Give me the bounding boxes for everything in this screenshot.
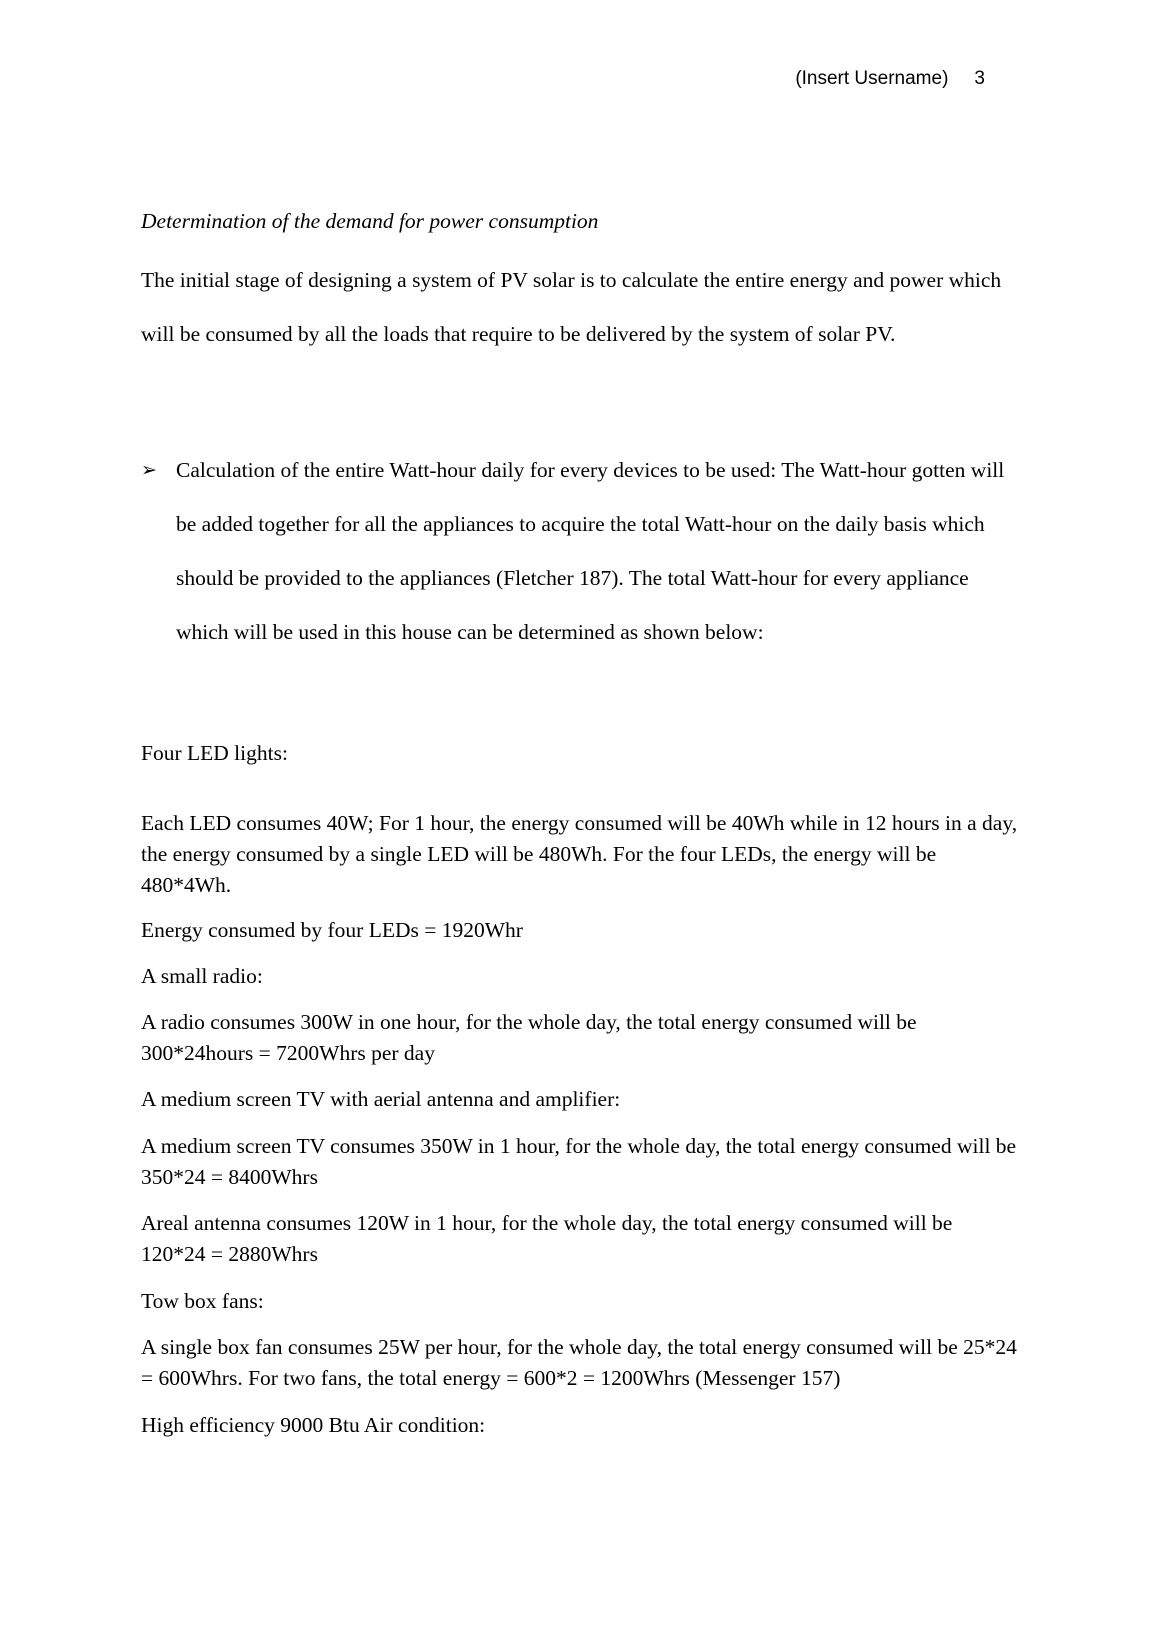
page-header [795, 68, 985, 90]
fans-title: Tow box fans: [141, 1289, 264, 1313]
led-total: Energy consumed by four LEDs = 1920Whr [141, 918, 523, 942]
section-heading: Determination of the demand for power consumption [141, 209, 599, 233]
antenna-description: Areal antenna consumes 120W in 1 hour, for the whole day, the total energy consumed will be 120*24 = 2880Whrs [141, 1211, 953, 1266]
fans-description: A single box fan consumes 25W per hour, for the whole day, the total energy consumed will be 25*24 = 600Whrs. For two fans, the total energy = 600*2 = 1200Whrs (Messenger 157) [141, 1335, 1017, 1390]
intro-paragraph: The initial stage of designing a system of PV solar is to calculate the entire energy and power which will be consumed by all the loads that require to be delivered by the system of solar PV. [141, 268, 1002, 346]
tv-title: A medium screen TV with aerial antenna and amplifier: [141, 1087, 621, 1111]
page-number: 3 [974, 68, 985, 89]
tv-description: A medium screen TV consumes 350W in 1 hour, for the whole day, the total energy consumed will be 350*24 = 8400Whrs [141, 1134, 1017, 1189]
header-username: (Insert Username) [795, 68, 949, 89]
led-title: Four LED lights: [141, 741, 288, 765]
bullet-text: Calculation of the entire Watt-hour daily for every devices to be used: The Watt-hour gotten will be added together for all the appliances to acquire the total Watt-hour on the daily basis which should be provided to the appliances (Fletcher 187). The total Watt-hour for every appliance which will be used in this house can be determined as shown below: [176, 458, 1005, 644]
ac-title: High efficiency 9000 Btu Air condition: [141, 1413, 486, 1437]
arrowhead-bullet-icon: ➢ [141, 459, 157, 481]
radio-title: A small radio: [141, 964, 263, 988]
radio-description: A radio consumes 300W in one hour, for the whole day, the total energy consumed will be 300*24hours = 7200Whrs per day [141, 1010, 917, 1065]
led-description: Each LED consumes 40W; For 1 hour, the energy consumed will be 40Wh while in 12 hours in a day, the energy consumed by a single LED will be 480Wh. For the four LEDs, the energy will be 480*4Wh. [141, 811, 1018, 897]
